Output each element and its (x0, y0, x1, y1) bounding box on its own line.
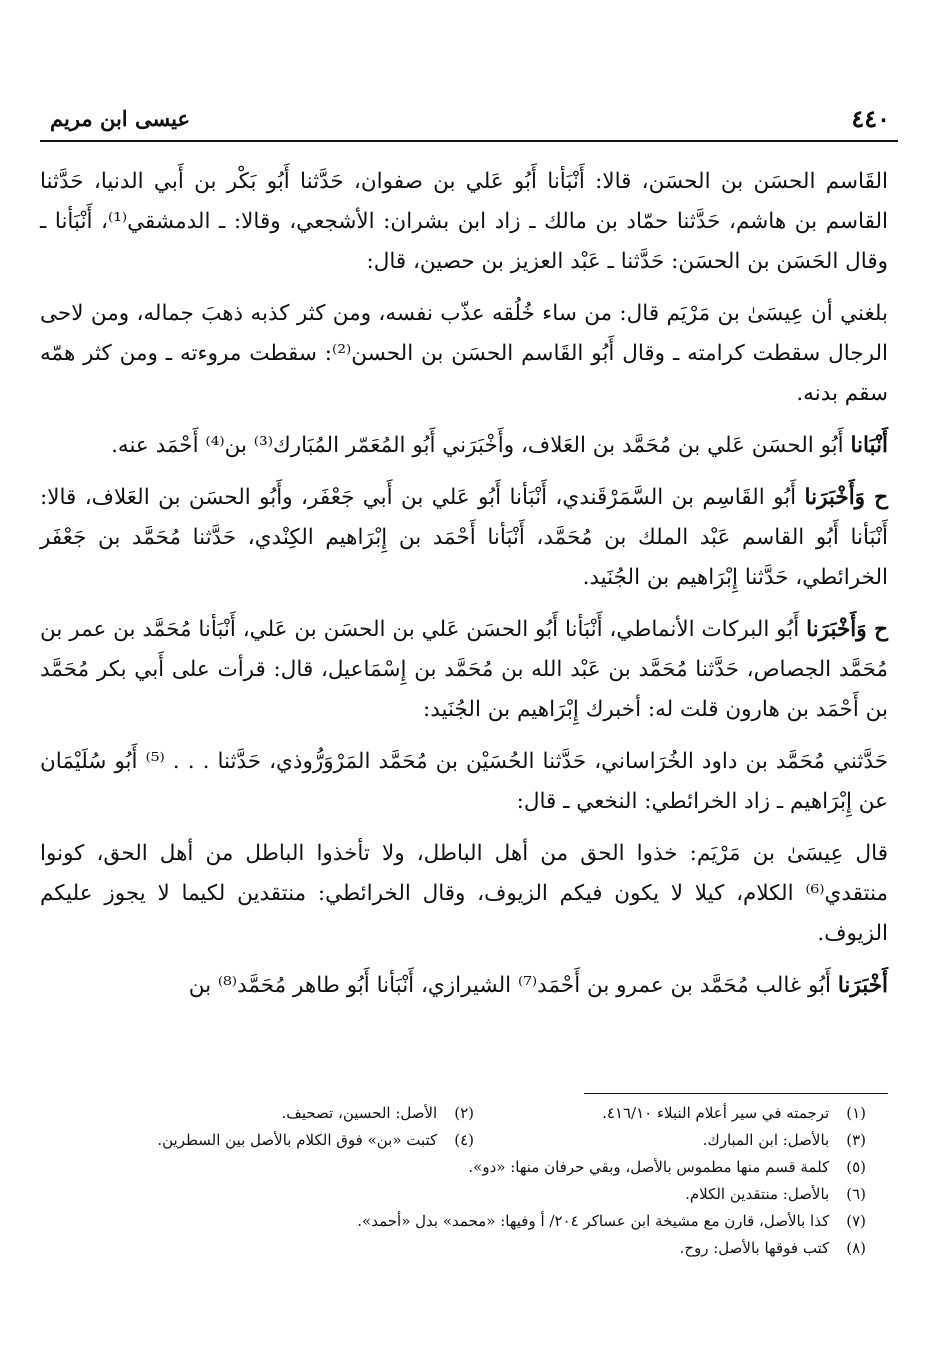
paragraph-text: قال عِيسَىٰ بن مَرْيَم: خذوا الحق من أهل الباطل، ولا تأخذوا الباطل من أهل الحق، كونوا منتقدي⁽⁶⁾ الكلام، كيلا لا يكون فيكم الزيوف، وقال الخرائطي: منتقدين لكيما لا يجوز عليكم الزيوف. (40, 841, 888, 946)
footnote-text: بالأصل: منتقدين الكلام. (685, 1185, 830, 1203)
footnote-number: (٢) (454, 1104, 474, 1122)
footnote-row (60, 1208, 866, 1235)
paragraph-text: بلغني أن عِيسَىٰ بن مَرْيَم قال: من ساء خُلُقه عذّب نفسه، ومن كثر كذبه ذهبَ جماله، ومن لاحى الرجال سقطت كرامته ـ وقال أَبُو القَاسم الحسَن بن الحسن⁽²⁾: سقطت مروءته ـ ومن كثر همّه سقم بدنه. (40, 301, 888, 406)
paragraph-text: القَاسم الحسَن بن الحسَن، قالا: أَنْبَأنا أَبُو عَلي بن صفوان، حَدَّثنا أَبُو بَكْر بن أَبي الدنيا، حَدَّثنا القاسم بن هاشم، حَدَّثنا حمّاد بن مالك ـ زاد ابن بشران: الأشجعي، وقالا: ـ الدمشقي⁽¹⁾، أَنْبَأنا ـ وقال الحَسَن بن الحسَن: حَدَّثنا ـ عَبْد العزيز بن حصين، قال: (40, 169, 888, 274)
footnote (474, 1127, 866, 1154)
paragraph-lead: ح وَأَخْبَرَنا (804, 485, 888, 510)
footnote-text: كتب فوقها بالأصل: روح. (679, 1239, 830, 1257)
footnote-number: (٤) (454, 1131, 474, 1149)
paragraph-lead: أَنْبَانا (850, 433, 888, 458)
paragraph (40, 294, 888, 414)
footnote-row (60, 1100, 866, 1127)
paragraph-text: حَدَّثني مُحَمَّد بن داود الخُرَاساني، حَدَّثنا الحُسَيْن بن مُحَمَّد المَرْوَرُّوذي، حَدَّثنا . . . ⁽⁵⁾ أَبُو سُلَيْمَان عن إِبْرَاهيم ـ زاد الخرائطي: النخعي ـ قال: (40, 749, 888, 814)
main-text (40, 162, 888, 1018)
footnote (82, 1100, 474, 1127)
footnote-text: بالأصل: ابن المبارك. (702, 1131, 830, 1149)
footnote-text: كذا بالأصل، قارن مع مشيخة ابن عساكر ٢٠٤/ أ وفيها: «محمد» بدل «أحمد». (357, 1212, 830, 1230)
footnote (680, 1235, 866, 1262)
paragraph (40, 966, 888, 1006)
paragraph (40, 834, 888, 954)
footnote (685, 1181, 866, 1208)
running-title: عيسى ابن مريم (50, 106, 191, 131)
footnote-text: كتبت «بن» فوق الكلام بالأصل بين السطرين. (157, 1131, 438, 1149)
footnote-number: (٨) (846, 1239, 866, 1257)
paragraph-text: أَبُو القَاسِم بن السَّمَرْقَندي، أَنْبَأنا أَبُو عَلي بن أَبي جَعْفَر، وأَبُو الحسَن بن العَلاف، قالا: أَنْبَأنا أَبُو القاسم عَبْد الملك بن مُحَمَّد، أَنْبَأنا أَحْمَد بن إِبْرَاهيم الكِنْدي، حَدَّثنا مُحَمَّد بن جَعْفَر الخرائطي، حَدَّثنا إِبْرَاهيم بن الجُنَيد. (40, 485, 888, 590)
footnote-row (60, 1181, 866, 1208)
footnote-text: ترجمته في سير أعلام النبلاء ٤١٦/١٠. (602, 1104, 830, 1122)
paragraph (40, 610, 888, 730)
footnote (82, 1127, 474, 1154)
footnote (468, 1154, 866, 1181)
footnote-number: (١) (846, 1104, 866, 1122)
footnote-number: (٧) (846, 1212, 866, 1230)
paragraph-text: أَبُو البركات الأنماطي، أَنْبَأنا أَبُو الحسَن عَلي بن الحسَن بن عَلي، أَنْبَأنا مُحَمَّد بن عمر بن مُحَمَّد الجصاص، حَدَّثنا مُحَمَّد بن عَبْد الله بن مُحَمَّد بن إِسْمَاعيل، قال: قرأت على أَبي بكر مُحَمَّد بن أَحْمَد بن هارون قلت له: أخبرك إِبْرَاهيم بن الجُنَيد: (40, 617, 888, 722)
footnote (357, 1208, 866, 1235)
page-number: ٤٤٠ (851, 104, 890, 133)
footnotes (60, 1100, 866, 1262)
paragraph (40, 478, 888, 598)
footnote-row (60, 1154, 866, 1181)
paragraph-text: أَبُو الحسَن عَلي بن مُحَمَّد بن العَلاف، وأَخْبَرَني أَبُو المُعَمّر المُبَارك⁽³⁾ بن⁽⁴⁾ أَحْمَد عنه. (111, 433, 851, 458)
paragraph-text: أَبُو غالب مُحَمَّد بن عمرو بن أَحْمَد⁽⁷⁾ الشيرازي، أَنْبَأنا أَبُو طاهر مُحَمَّد⁽⁸⁾ بن (188, 973, 838, 998)
footnote-number: (٥) (846, 1158, 866, 1176)
paragraph-lead: ح وَأَخْبَرَنا (806, 617, 888, 642)
footnote-divider (584, 1093, 888, 1094)
paragraph (40, 742, 888, 822)
paragraph (40, 162, 888, 282)
page-header (40, 102, 898, 142)
footnote-row (60, 1235, 866, 1262)
paragraph-lead: أَخْبَرَنا (837, 973, 888, 998)
footnote-number: (٣) (846, 1131, 866, 1149)
footnote-row (60, 1127, 866, 1154)
footnote (474, 1100, 866, 1127)
footnote-number: (٦) (846, 1185, 866, 1203)
paragraph (40, 426, 888, 466)
footnote-text: كلمة قسم منها مطموس بالأصل، وبقي حرفان منها: «دو». (468, 1158, 830, 1176)
footnote-text: الأصل: الحسين، تصحيف. (281, 1104, 438, 1122)
